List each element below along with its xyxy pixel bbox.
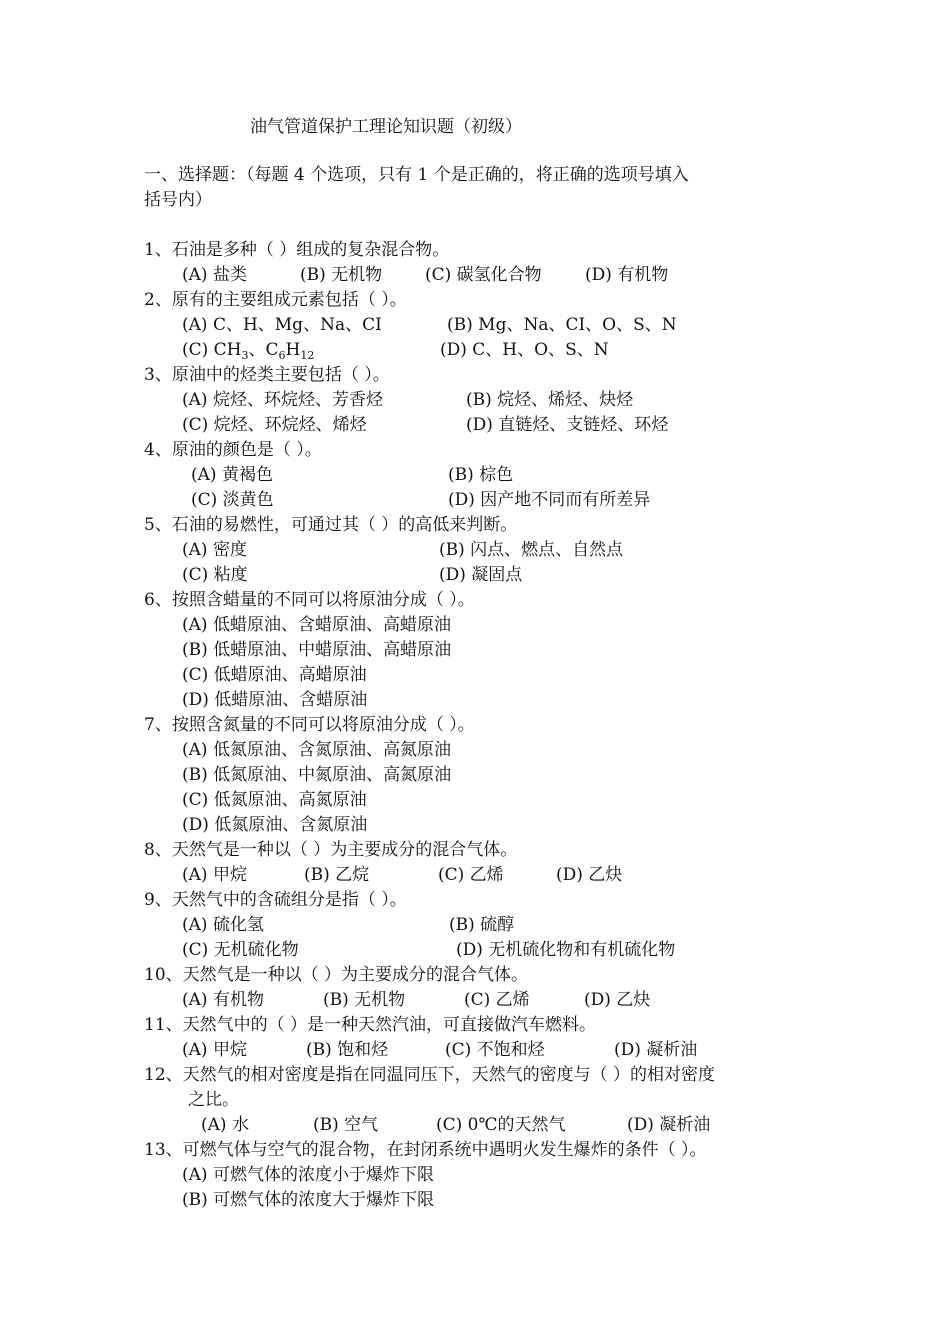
question-1-option-a: (A) 盐类 [182,265,247,285]
question-2-option-b: (B) Mg、Na、CI、O、S、N [447,315,677,335]
question-6-option-c: (C) 低蜡原油、高蜡原油 [182,665,367,685]
question-13-option-a: (A) 可燃气体的浓度小于爆炸下限 [182,1165,434,1185]
question-9-stem: 9、天然气中的含硫组分是指（ ）。 [144,890,407,910]
question-1-option-c: (C) 碳氢化合物 [425,265,542,285]
question-5-option-c: (C) 粘度 [182,565,248,585]
question-2-stem: 2、原有的主要组成元素包括（ ）。 [144,290,407,310]
question-12-stem-continued: 之比。 [188,1090,239,1110]
question-6-option-d: (D) 低蜡原油、含蜡原油 [182,690,368,710]
question-7-option-d: (D) 低氮原油、含氮原油 [182,815,368,835]
question-5-option-a: (A) 密度 [182,540,247,560]
question-10-option-b: (B) 无机物 [323,990,406,1010]
question-1-stem: 1、石油是多种（ ）组成的复杂混合物。 [144,240,450,260]
question-10-option-a: (A) 有机物 [182,990,264,1010]
question-10-stem: 10、天然气是一种以（ ）为主要成分的混合气体。 [144,965,529,985]
question-6-option-a: (A) 低蜡原油、含蜡原油、高蜡原油 [182,615,451,635]
question-4-stem: 4、原油的颜色是（ ）。 [144,440,322,460]
question-9-option-d: (D) 无机硫化物和有机硫化物 [456,940,676,960]
question-2-option-d: (D) C、H、O、S、N [440,340,609,360]
question-11-stem: 11、天然气中的（ ）是一种天然汽油，可直接做汽车燃料。 [144,1015,597,1035]
question-3-option-b: (B) 烷烃、烯烃、炔烃 [466,390,634,410]
question-4-option-b: (B) 棕色 [448,465,514,485]
question-12-option-a: (A) 水 [201,1115,249,1135]
question-9-option-a: (A) 硫化氢 [182,915,264,935]
question-3-option-d: (D) 直链烃、支链烃、环烃 [466,415,669,435]
question-7-stem: 7、按照含氮量的不同可以将原油分成（ ）。 [144,715,475,735]
question-6-option-b: (B) 低蜡原油、中蜡原油、高蜡原油 [182,640,452,660]
question-12-option-c: (C) 0℃的天然气 [436,1115,566,1135]
section-heading-line2: 括号内） [144,190,212,210]
question-9-option-b: (B) 硫醇 [449,915,515,935]
section-heading-line1: 一、选择题：（每题 4 个选项，只有 1 个是正确的，将正确的选项号填入 [144,165,689,185]
question-4-option-d: (D) 因产地不同而有所差异 [448,490,651,510]
question-12-option-b: (B) 空气 [313,1115,379,1135]
question-3-option-a: (A) 烷烃、环烷烃、芳香烃 [182,390,383,410]
question-4-option-a: (A) 黄褐色 [191,465,273,485]
question-11-option-d: (D) 凝析油 [614,1040,698,1060]
question-2-option-c: (C) $CH_3$、$C_6H_{12}$ [182,340,315,362]
question-8-option-c: (C) 乙烯 [438,865,504,885]
question-2-option-a: (A) C、H、Mg、Na、CI [182,315,382,335]
question-11-option-c: (C) 不饱和烃 [445,1040,545,1060]
question-7-option-a: (A) 低氮原油、含氮原油、高氮原油 [182,740,451,760]
question-6-stem: 6、按照含蜡量的不同可以将原油分成（ ）。 [144,590,475,610]
question-4-option-c: (C) 淡黄色 [191,490,274,510]
question-8-option-d: (D) 乙炔 [556,865,623,885]
page-title: 油气管道保护工理论知识题（初级） [250,117,522,137]
question-11-option-a: (A) 甲烷 [182,1040,247,1060]
question-1-option-b: (B) 无机物 [300,265,383,285]
question-7-option-b: (B) 低氮原油、中氮原油、高氮原油 [182,765,452,785]
question-10-option-c: (C) 乙烯 [464,990,530,1010]
question-13-option-b: (B) 可燃气体的浓度大于爆炸下限 [182,1190,435,1210]
question-12-option-d: (D) 凝析油 [627,1115,711,1135]
question-3-option-c: (C) 烷烃、环烷烃、烯烃 [182,415,367,435]
question-13-stem: 13、可燃气体与空气的混合物，在封闭系统中遇明火发生爆炸的条件（ ）。 [144,1140,707,1160]
question-3-stem: 3、原油中的烃类主要包括（ ）。 [144,365,390,385]
question-10-option-d: (D) 乙炔 [584,990,651,1010]
question-5-option-b: (B) 闪点、燃点、自然点 [439,540,624,560]
question-12-stem: 12、天然气的相对密度是指在同温同压下，天然气的密度与（ ）的相对密度 [144,1065,716,1085]
question-7-option-c: (C) 低氮原油、高氮原油 [182,790,367,810]
question-11-option-b: (B) 饱和烃 [306,1040,389,1060]
question-8-option-a: (A) 甲烷 [182,865,247,885]
question-1-option-d: (D) 有机物 [585,265,669,285]
question-8-stem: 8、天然气是一种以（ ）为主要成分的混合气体。 [144,840,518,860]
question-5-stem: 5、石油的易燃性，可通过其（ ）的高低来判断。 [144,515,518,535]
question-9-option-c: (C) 无机硫化物 [182,940,299,960]
question-5-option-d: (D) 凝固点 [439,565,523,585]
question-8-option-b: (B) 乙烷 [304,865,370,885]
